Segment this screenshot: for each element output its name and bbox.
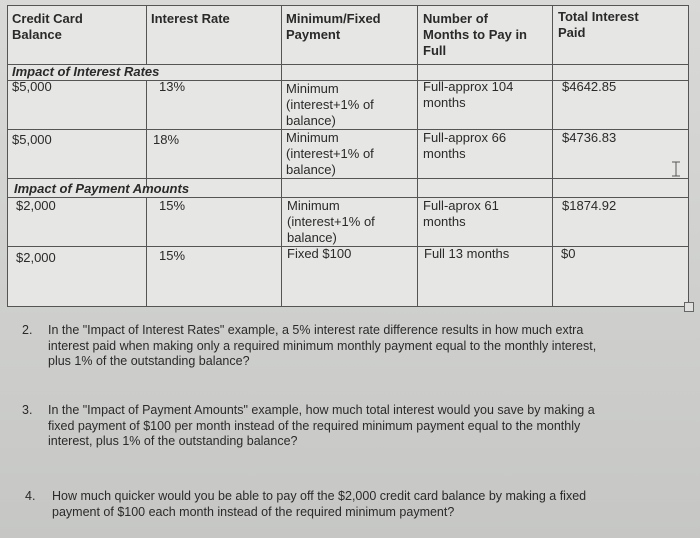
- row3-payment: [287, 198, 375, 246]
- row2-rate: 18%: [153, 132, 180, 147]
- row3-total: $1874.92: [562, 198, 617, 213]
- section-interest-rates: Impact of Interest Rates: [12, 64, 160, 79]
- row3-balance: $2,000: [16, 198, 56, 213]
- question-4-line: payment of $100 each month instead of the required minimum payment?: [52, 504, 455, 519]
- row3-payment-line: balance): [287, 230, 337, 245]
- row1-months: [423, 79, 513, 111]
- row4-total: $0: [561, 246, 576, 261]
- header-rate: Interest Rate: [151, 11, 230, 26]
- question-4-number: 4.: [25, 489, 36, 503]
- row4-balance: $2,000: [16, 250, 56, 265]
- row1-months-line: Full-approx 104: [423, 79, 514, 94]
- question-2-line: In the "Impact of Interest Rates" example, a 5% interest rate difference results in how much extra: [48, 323, 584, 337]
- interest-table: [7, 5, 689, 307]
- header-payment-line: Minimum/Fixed: [286, 11, 381, 26]
- table-border-bottom: [7, 306, 689, 307]
- row1-payment: [286, 81, 374, 129]
- question-3-text: [48, 403, 595, 450]
- section-payment-amounts: Impact of Payment Amounts: [14, 181, 190, 196]
- column-divider-4: [552, 5, 553, 307]
- header-total-line: Total Interest: [558, 9, 639, 24]
- row1-payment-line: (interest+1% of: [286, 97, 374, 112]
- header-balance-line: Credit Card: [12, 11, 83, 26]
- resize-handle[interactable]: [684, 302, 694, 312]
- header-months-line: Number of: [423, 11, 488, 26]
- header-balance-line: Balance: [12, 27, 62, 42]
- question-3-number: 3.: [22, 403, 33, 417]
- row2-months: [423, 130, 506, 162]
- row2-payment: [286, 130, 374, 178]
- row3-months: [423, 198, 499, 230]
- row3-rate: 15%: [159, 198, 186, 213]
- header-months: [423, 11, 527, 59]
- row2-payment-line: Minimum: [286, 130, 339, 145]
- header-payment-line: Payment: [286, 27, 341, 42]
- column-divider-3: [417, 5, 418, 307]
- header-total-line: Paid: [558, 25, 586, 40]
- question-3-line: In the "Impact of Payment Amounts" example, how much total interest would you save by making a: [48, 403, 595, 417]
- row2-months-line: months: [423, 146, 466, 161]
- header-months-line: Months to Pay in: [423, 27, 527, 42]
- header-months-line: Full: [423, 43, 447, 58]
- header-total: [558, 9, 639, 41]
- question-4-line: How much quicker would you be able to pay off the $2,000 credit card balance by making a fixed: [52, 489, 587, 503]
- row2-balance: $5,000: [12, 132, 52, 147]
- column-divider-1: [146, 197, 147, 307]
- question-2-text: [48, 323, 596, 370]
- row3-payment-line: (interest+1% of: [287, 214, 375, 229]
- question-2-line: plus 1% of the outstanding balance?: [48, 354, 250, 368]
- row4-months: Full 13 months: [424, 246, 510, 261]
- row4-payment: Fixed $100: [287, 246, 352, 261]
- question-2-number: 2.: [22, 323, 33, 337]
- row2-payment-line: (interest+1% of: [286, 146, 374, 161]
- column-divider-2: [281, 5, 282, 307]
- row3-months-line: months: [423, 214, 466, 229]
- row1-balance: $5,000: [12, 79, 52, 94]
- row2-total: $4736.83: [562, 130, 617, 145]
- row3-payment-line: Minimum: [287, 198, 340, 213]
- row1-payment-line: Minimum: [286, 81, 339, 96]
- row1-total: $4642.85: [562, 79, 617, 94]
- question-3-line: interest, plus 1% of the outstanding balance?: [48, 434, 298, 448]
- question-4-text: [52, 489, 586, 520]
- row4-rate: 15%: [159, 248, 186, 263]
- table-border-right: [688, 5, 689, 307]
- text-cursor-icon: [671, 161, 681, 181]
- row1-rate: 13%: [159, 79, 186, 94]
- table-border-top: [7, 5, 689, 6]
- question-2-line: interest paid when making only a required minimum monthly payment equal to the monthly interest,: [48, 338, 597, 353]
- row2-months-line: Full-approx 66: [423, 130, 507, 145]
- header-balance: [12, 11, 83, 43]
- row1-months-line: months: [423, 95, 466, 110]
- row2-payment-line: balance): [286, 162, 336, 177]
- column-divider-1: [146, 80, 147, 187]
- table-border-left: [7, 5, 8, 307]
- question-3-line: fixed payment of $100 per month instead of the required minimum payment equal to the monthly: [48, 418, 581, 433]
- row3-months-line: Full-aprox 61: [423, 198, 499, 213]
- header-payment: [286, 11, 381, 43]
- row-divider: [7, 178, 689, 179]
- column-divider-1: [146, 5, 147, 64]
- row1-payment-line: balance): [286, 113, 336, 128]
